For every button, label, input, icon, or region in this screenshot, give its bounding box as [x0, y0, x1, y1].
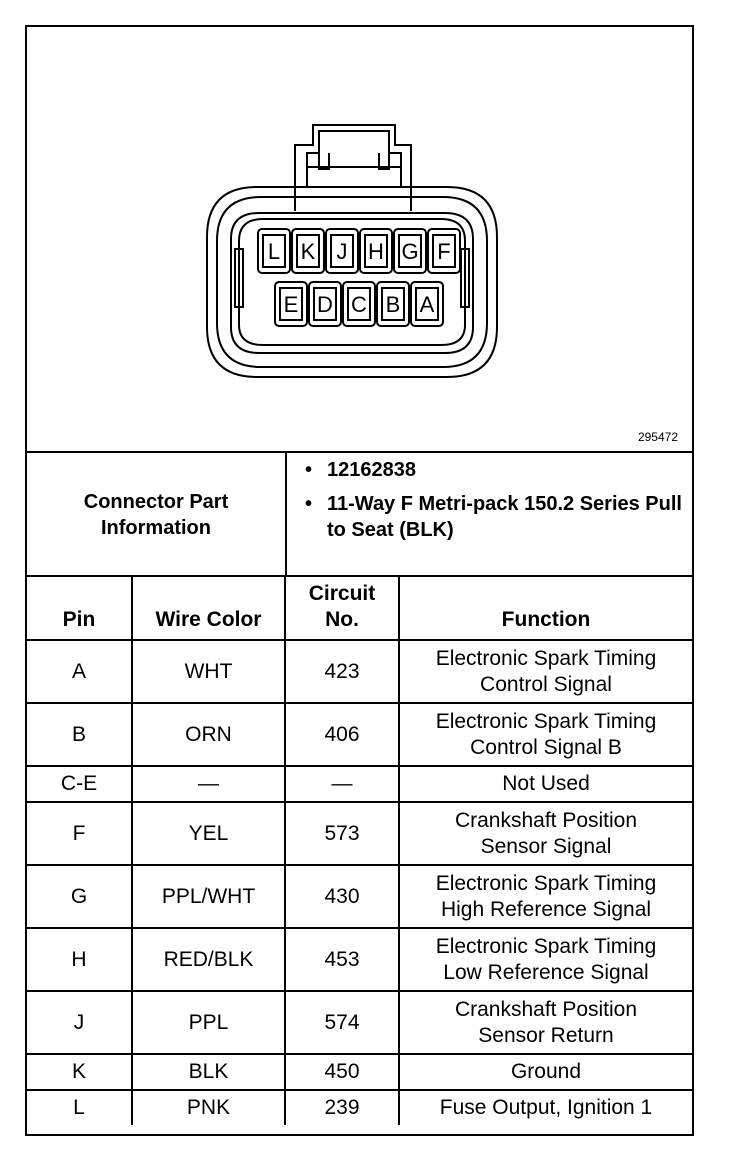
function-line2: Sensor Signal — [480, 834, 612, 858]
pin-cell: J — [27, 991, 132, 1054]
connector-sheet — [25, 25, 694, 1136]
table-row — [27, 991, 692, 1054]
pinout-table — [27, 577, 692, 1125]
wire-color-cell: BLK — [132, 1054, 285, 1090]
circuit-cell: 573 — [285, 802, 399, 865]
connector-info-label — [27, 455, 285, 575]
table-row — [27, 928, 692, 991]
pin-label: H — [368, 239, 384, 264]
function-line1: Electronic Spark Timing — [435, 934, 657, 958]
function-line1: Fuse Output, Ignition 1 — [439, 1096, 653, 1119]
circuit-cell: 574 — [285, 991, 399, 1054]
figure-id: 295472 — [637, 430, 678, 444]
circuit-cell: 239 — [285, 1090, 399, 1125]
function-cell — [399, 1090, 692, 1125]
pin-cell: G — [27, 865, 132, 928]
function-cell — [399, 802, 692, 865]
pin-cell: C-E — [27, 766, 132, 802]
pin-label: A — [419, 292, 435, 317]
table-row — [27, 1090, 692, 1125]
connector-face-drawing — [27, 27, 692, 451]
circuit-cell: 430 — [285, 865, 399, 928]
wire-color-cell: PPL/WHT — [132, 865, 285, 928]
header-wire-color: Wire Color — [132, 577, 285, 640]
wire-color-cell: PNK — [132, 1090, 285, 1125]
circuit-cell: 423 — [285, 640, 399, 703]
connector-diagram — [27, 27, 692, 451]
wire-color-cell: YEL — [132, 802, 285, 865]
header-circuit-line1: Circuit — [308, 582, 376, 605]
function-line1: Crankshaft Position — [454, 997, 638, 1021]
function-line1: Electronic Spark Timing — [435, 709, 657, 733]
pin-label: G — [401, 239, 419, 264]
pin-cell: L — [27, 1090, 132, 1125]
table-row — [27, 766, 692, 802]
function-line2: Sensor Return — [478, 1023, 614, 1047]
function-line2: Low Reference Signal — [443, 960, 649, 984]
function-cell — [399, 865, 692, 928]
wire-color-cell: WHT — [132, 640, 285, 703]
circuit-cell: — — [285, 766, 399, 802]
info-label-line1: Connector Part — [83, 491, 229, 513]
table-header-row — [27, 577, 692, 640]
header-circuit-line2: No. — [325, 608, 359, 631]
pin-cell: A — [27, 640, 132, 703]
pin-label: C — [351, 292, 367, 317]
table-row — [27, 640, 692, 703]
wire-color-cell: RED/BLK — [132, 928, 285, 991]
divider — [27, 451, 692, 453]
function-cell — [399, 766, 692, 802]
pin-label: F — [437, 239, 451, 264]
function-cell — [399, 991, 692, 1054]
part-number: • 12162838 — [305, 457, 685, 483]
table-row — [27, 865, 692, 928]
function-line1: Electronic Spark Timing — [435, 871, 657, 895]
function-cell — [399, 703, 692, 766]
function-line1: Ground — [510, 1060, 582, 1083]
function-line2: High Reference Signal — [440, 897, 652, 921]
wire-color-cell: ORN — [132, 703, 285, 766]
pin-cell: F — [27, 802, 132, 865]
function-line2: Control Signal — [480, 672, 612, 696]
connector-description: • 11-Way F Metri-pack 150.2 Series Pull to Seat (BLK) — [305, 491, 685, 543]
circuit-cell: 450 — [285, 1054, 399, 1090]
info-label-line2: Information — [101, 517, 211, 539]
pin-label: L — [267, 239, 281, 264]
function-line1: Electronic Spark Timing — [435, 646, 657, 670]
circuit-cell: 406 — [285, 703, 399, 766]
connector-info-list — [305, 457, 685, 551]
function-cell — [399, 928, 692, 991]
function-line1: Crankshaft Position — [454, 808, 638, 832]
function-cell — [399, 640, 692, 703]
pin-cell: K — [27, 1054, 132, 1090]
pin-label: E — [283, 292, 299, 317]
table-row — [27, 1054, 692, 1090]
wire-color-cell: PPL — [132, 991, 285, 1054]
pin-label: J — [336, 239, 348, 264]
divider — [285, 453, 287, 577]
pin-cell: H — [27, 928, 132, 991]
table-row — [27, 802, 692, 865]
circuit-cell: 453 — [285, 928, 399, 991]
wire-color-cell: — — [132, 766, 285, 802]
pin-label: K — [300, 239, 316, 264]
table-row — [27, 703, 692, 766]
pin-label: D — [317, 292, 333, 317]
header-pin: Pin — [27, 577, 132, 640]
pin-cell: B — [27, 703, 132, 766]
function-line1: Not Used — [502, 772, 590, 795]
header-circuit — [285, 577, 399, 640]
function-line2: Control Signal B — [470, 735, 622, 759]
pin-label: B — [385, 292, 401, 317]
function-cell — [399, 1054, 692, 1090]
header-function: Function — [399, 577, 692, 640]
